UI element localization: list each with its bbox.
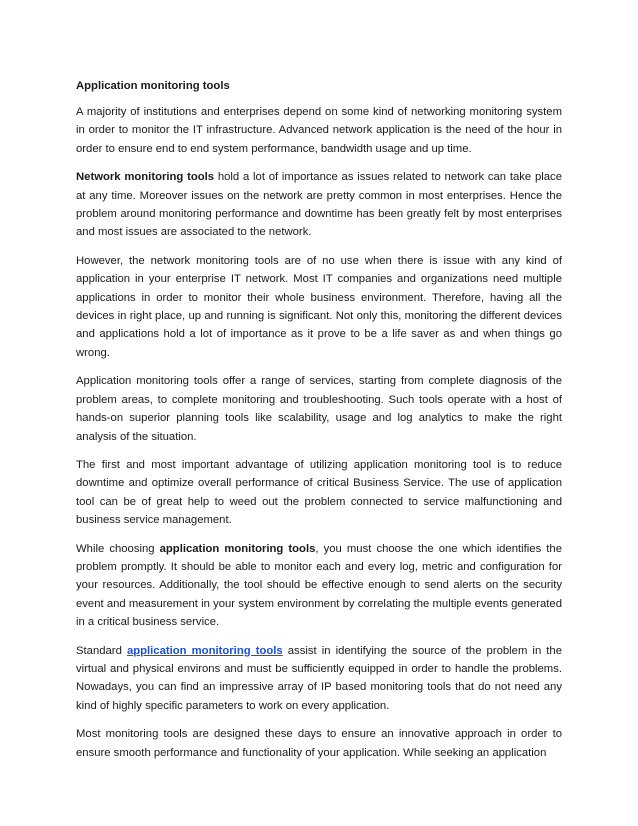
paragraph-text: , you must choose the one which identifies the problem promptly. It should be able to monitor each and every log, metric and configuration for your resources. Additionally, the tool should be effective enough to send alerts on the security event and measurement in your system environment by correlating the multiple events generated in a critical business service.	[76, 542, 562, 629]
bold-phrase: Network monitoring tools	[76, 171, 215, 184]
paragraph-text: Standard	[76, 644, 127, 657]
paragraph-6	[76, 540, 562, 632]
paragraph-7	[76, 642, 562, 716]
paragraph-text: While choosing	[76, 542, 160, 555]
paragraph-2	[76, 168, 562, 242]
paragraph-5: The first and most important advantage of utilizing application monitoring tool is to reduce downtime and optimize overall performance of critical Business Service. The use of application tool can be of great help to weed out the problem connected to service malfunctioning and business service management.	[76, 458, 562, 527]
paragraph-4: Application monitoring tools offer a range of services, starting from complete diagnosis of the problem areas, to complete monitoring and troubleshooting. Such tools operate with a host of hands-on superior planning tools like scalability, usage and log analytics to make the right analysis of the situation.	[76, 375, 562, 443]
paragraph-1: A majority of institutions and enterprises depend on some kind of networking monitoring system in order to monitor the IT infrastructure. Advanced network application is the need of the hour in order to ensure end to end system performance, bandwidth usage and up time.	[76, 106, 562, 155]
paragraph-8: Most monitoring tools are designed these days to ensure an innovative approach in order to ensure smooth performance and functionality of your application. While seeking an application	[76, 728, 562, 759]
paragraph-text: hold a lot of importance as issues related to network can take place at any time. Moreover issues on the network are pretty common in most enterprises. Hence the problem around monitoring performance and downtime has been greatly felt by most enterprises and most issues are associated to the network.	[76, 171, 562, 239]
application-monitoring-tools-link[interactable]: application monitoring tools	[126, 644, 283, 657]
document-title: Application monitoring tools	[76, 80, 230, 92]
bold-phrase: application monitoring tools	[159, 542, 316, 555]
paragraph-3: However, the network monitoring tools are of no use when there is issue with any kind of application in your enterprise IT network. Most IT companies and organizations need multiple applications in order to monitor their whole business environment. Therefore, having all the devices in right place, up and running is significant. Not only this, monitoring the different devices and applications hold a lot of importance as it prove to be a life saver as and when things go wrong.	[76, 254, 562, 359]
paragraph-text: assist in identifying the source of the problem in the virtual and physical environs and must be sufficiently equipped in order to handle the problems. Nowadays, you can find an impressive array of IP based monitoring tools that do not need any kind of highly specific parameters to work on every application.	[76, 644, 562, 712]
